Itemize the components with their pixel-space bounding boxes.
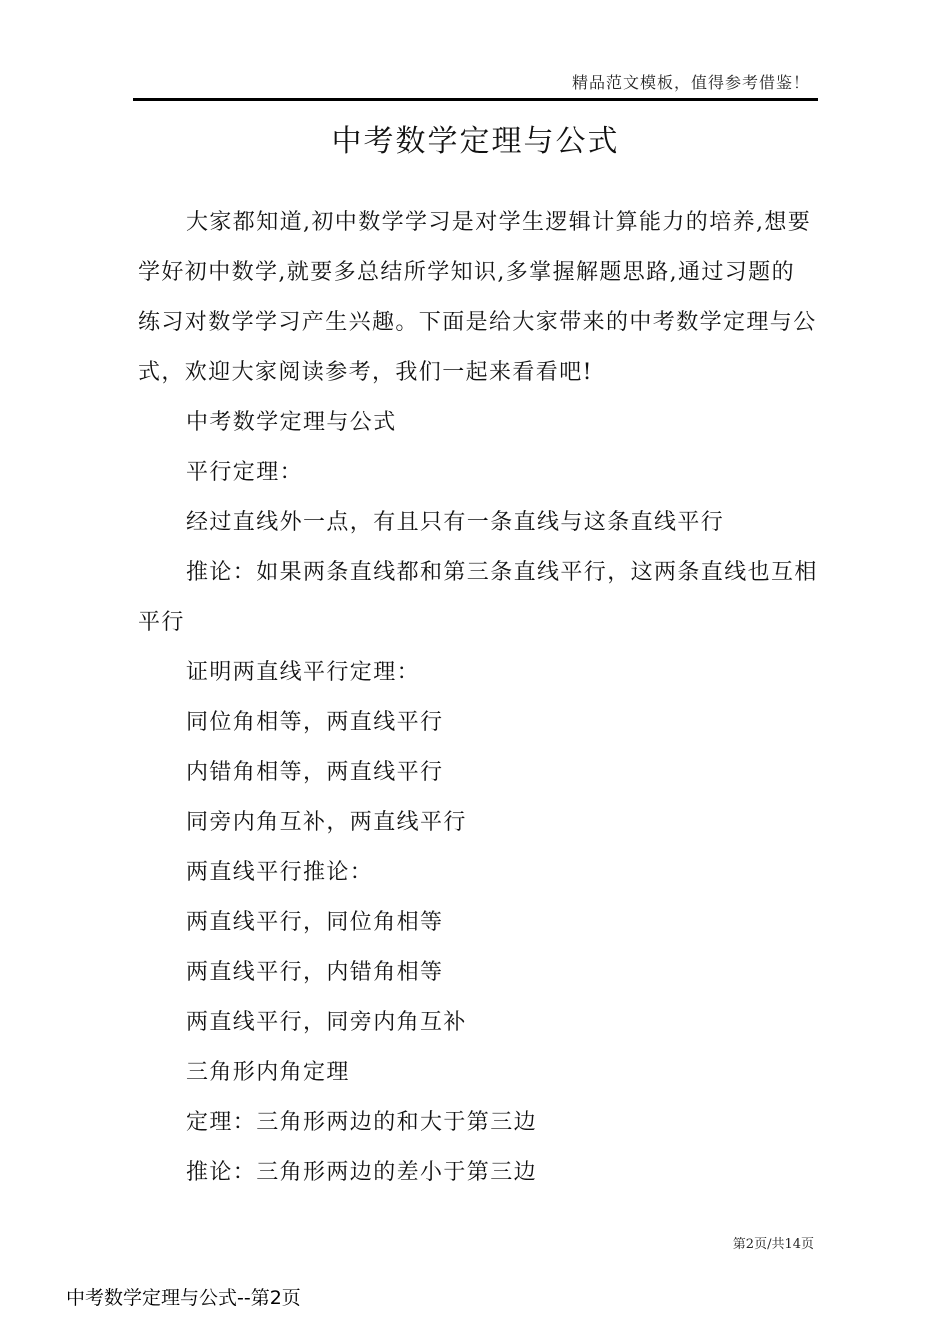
corollary-item: 两直线平行，内错角相等: [186, 960, 444, 985]
page-counter: 第2页/共14页: [732, 1237, 814, 1252]
header-divider: [133, 98, 818, 101]
section-heading: 中考数学定理与公式: [186, 410, 397, 435]
proof-line: 同位角相等，两直线平行: [186, 710, 444, 735]
corollary-item: 两直线平行，同旁内角互补: [186, 1010, 467, 1035]
triangle-theorem: 定理：三角形两边的和大于第三边: [186, 1110, 538, 1135]
header-note: 精品范文模板，值得参考借鉴！: [571, 73, 810, 92]
intro-paragraph: 大家都知道,初中数学学习是对学生逻辑计算能力的培养,想要学好初中数学,就要多总结所学知识,多掌握解题思路,通过习题的练习对数学学习产生兴趣。下面是给大家带来的中考数学定理与公式，欢迎大家阅读参考，我们一起来看看吧!: [138, 210, 817, 385]
triangle-corollary: 推论：三角形两边的差小于第三边: [186, 1160, 538, 1185]
document-title: 中考数学定理与公式: [331, 124, 620, 159]
subheading-proof: 证明两直线平行定理：: [186, 660, 421, 685]
footer-label: 中考数学定理与公式--第2页: [66, 1287, 301, 1309]
subheading-corollaries: 两直线平行推论：: [186, 860, 374, 885]
theorem-line: 经过直线外一点，有且只有一条直线与这条直线平行: [186, 510, 725, 535]
subheading-triangle: 三角形内角定理: [186, 1060, 350, 1085]
proof-line: 同旁内角互补，两直线平行: [186, 810, 467, 835]
corollary-line: 推论：如果两条直线都和第三条直线平行，这两条直线也互相平行: [138, 560, 818, 635]
subheading-parallel-theorem: 平行定理：: [186, 460, 304, 485]
document-body: [138, 198, 818, 1198]
corollary-item: 两直线平行，同位角相等: [186, 910, 444, 935]
proof-line: 内错角相等，两直线平行: [186, 760, 444, 785]
